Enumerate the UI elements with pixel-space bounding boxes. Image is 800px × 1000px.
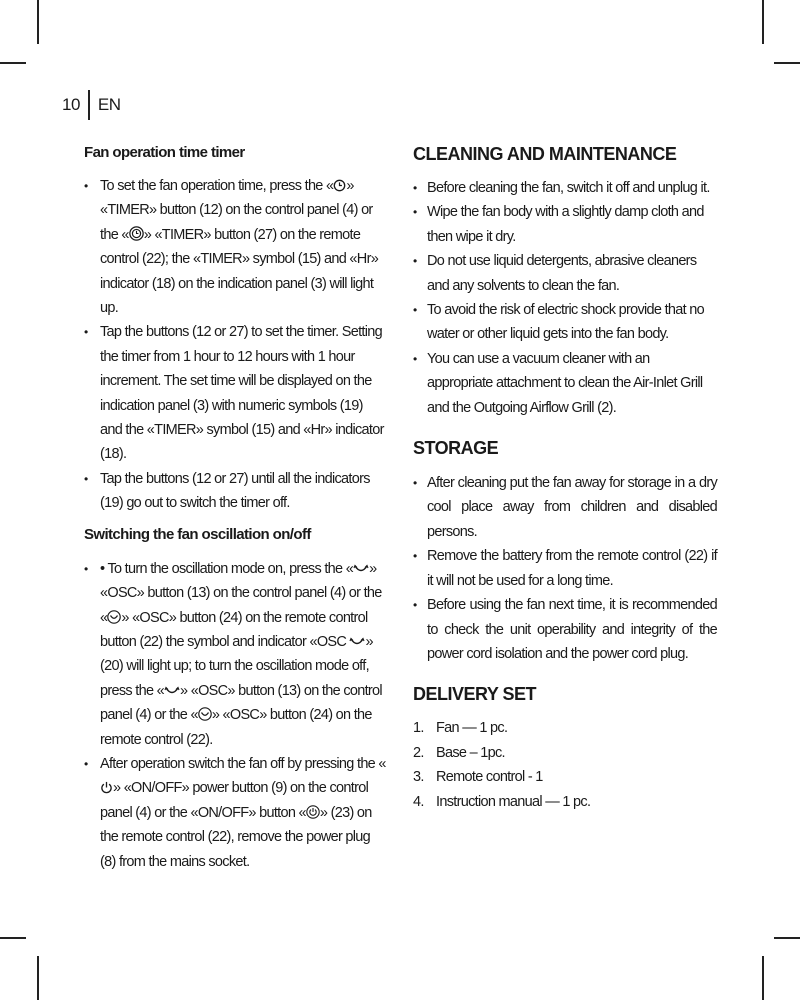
timer-list <box>84 174 388 516</box>
oscillation-remote-icon <box>107 610 121 624</box>
crop-mark <box>762 956 764 1000</box>
list-item: • Before using the fan next time, it is recommended to check the unit operability and integrity of the power cord isolation and the power cord plug. <box>413 593 717 666</box>
power-icon <box>100 781 113 794</box>
list-item: • Tap the buttons (12 or 27) to set the timer. Setting the timer from 1 hour to 12 hours with 1 hour increment. The set time will be displayed on the indication panel (3) with numeric symbols (19) and the «TIMER» symbol (15) and «Hr» indicator (18). <box>84 320 388 466</box>
list-item: • Do not use liquid detergents, abrasive cleaners and any solvents to clean the fan. <box>413 249 717 298</box>
list-item: • To avoid the risk of electric shock provide that no water or other liquid gets into the fan body. <box>413 298 717 347</box>
timer-heading: Fan operation time timer <box>84 144 245 161</box>
timer-remote-icon <box>129 226 144 241</box>
oscillation-heading: Switching the fan oscillation on/off <box>84 525 311 543</box>
left-column <box>84 142 388 874</box>
list-item: 3. Remote control - 1 <box>413 769 543 786</box>
oscillation-icon <box>164 686 180 697</box>
power-remote-icon <box>306 805 320 819</box>
list-item: • You can use a vacuum cleaner with an appropriate attachment to clean the Air-Inlet Grill and the Outgoing Airflow Grill (2). <box>413 347 717 420</box>
timer-icon <box>333 179 346 192</box>
list-item: • • To turn the oscillation mode on, press the « » «OSC» button (13) on the control panel (4) or the « » «OSC» button (24) on the remote control button (22) the symbol and indicator «OSC » (20) will light up; to turn the oscillation mode off, press the « » «OSC» button (13) on the control panel (4) or the « » «OSC» button (24) on the remote control (22). <box>84 557 388 752</box>
crop-mark <box>774 937 800 939</box>
list-item: • Tap the buttons (12 or 27) until all the indicators (19) go out to switch the timer off. <box>84 467 388 516</box>
list-item: • Remove the battery from the remote control (22) if it will not be used for a long time. <box>413 544 717 593</box>
delivery-list <box>413 716 717 814</box>
list-item: 1. Fan — 1 pc. <box>413 720 508 737</box>
language-code: EN <box>97 95 121 114</box>
cleaning-heading: CLEANING AND MAINTENANCE <box>413 144 677 164</box>
list-item: 2. Base – 1pc. <box>413 744 505 761</box>
storage-list <box>413 471 717 666</box>
storage-heading: STORAGE <box>413 438 499 459</box>
page-header <box>62 90 121 120</box>
list-item: • To set the fan operation time, press the « » «TIMER» button (12) on the control panel (4) or the « » «TIMER» button (27) on the remote control (22); the «TIMER» symbol (15) and «Hr» indicator (18) on the indication panel (3) will light up. <box>84 174 388 320</box>
list-item: • After operation switch the fan off by pressing the «» «ON/OFF» power button (9) on the control panel (4) or the «ON/OFF» button « » (23) on the remote control (22), remove the power plug (8) from the mains socket. <box>84 752 388 874</box>
oscillation-icon <box>353 564 369 575</box>
list-item: • Wipe the fan body with a slightly damp cloth and then wipe it dry. <box>413 200 717 249</box>
crop-mark <box>0 937 26 939</box>
oscillation-remote-icon <box>198 707 212 721</box>
crop-mark <box>0 62 26 64</box>
delivery-heading: DELIVERY SET <box>413 684 537 705</box>
page-number: 10 <box>62 95 80 114</box>
header-divider <box>88 90 90 120</box>
crop-mark <box>774 62 800 64</box>
list-item: • Before cleaning the fan, switch it off and unplug it. <box>413 176 717 200</box>
oscillation-list <box>84 557 388 874</box>
list-item: 4. Instruction manual — 1 pc. <box>413 793 591 810</box>
cleaning-list <box>413 176 717 420</box>
list-item: • After cleaning put the fan away for storage in a dry cool place away from children and disabled persons. <box>413 471 717 544</box>
right-column <box>413 142 717 814</box>
crop-mark <box>762 0 764 44</box>
oscillation-icon <box>349 637 365 648</box>
crop-mark <box>37 0 39 44</box>
crop-mark <box>37 956 39 1000</box>
